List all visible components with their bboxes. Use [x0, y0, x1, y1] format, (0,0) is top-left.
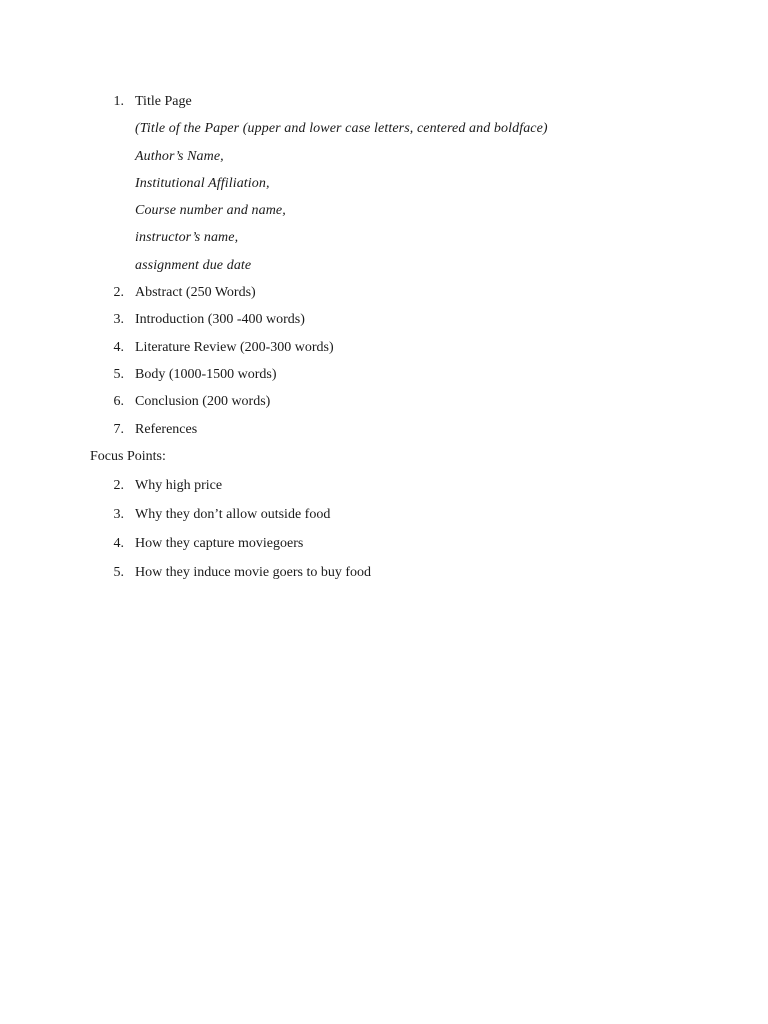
focus-points-heading: [0, 446, 768, 475]
list-label: Title Page: [135, 94, 192, 109]
list-number: 4.: [113, 535, 124, 551]
list-label: Body (1000-1500 words): [135, 366, 277, 382]
detail-text: Course number and name,: [135, 203, 286, 219]
list-number: 5.: [113, 366, 124, 382]
detail-text: assignment due date: [135, 257, 252, 273]
detail-text: (Title of the Paper (upper and lower case letters, centered and boldface): [135, 121, 548, 137]
detail-text: Author’s Name,: [135, 148, 224, 164]
list-label: Conclusion (200 words): [135, 394, 271, 410]
outline-item-title-page: [0, 91, 768, 118]
focus-item: [0, 475, 768, 504]
outline-item-literature-review: [0, 337, 768, 364]
detail-text: Institutional Affiliation,: [135, 175, 270, 191]
list-label: Literature Review (200-300 words): [135, 339, 334, 355]
list-number: 1.: [113, 94, 124, 109]
outline-item-conclusion: [0, 391, 768, 418]
focus-item: [0, 504, 768, 533]
title-page-detail: [0, 173, 768, 200]
focus-item: [0, 533, 768, 562]
list-number: 2.: [113, 477, 124, 493]
outline-item-body: [0, 364, 768, 391]
title-page-detail: [0, 118, 768, 145]
list-label: Why they don’t allow outside food: [135, 506, 331, 522]
title-page-detail: [0, 255, 768, 282]
list-number: 3.: [113, 506, 124, 522]
title-page-detail: [0, 227, 768, 254]
list-label: Introduction (300 -400 words): [135, 312, 305, 328]
list-number: 4.: [113, 339, 124, 355]
paper-outline: [0, 91, 768, 591]
outline-item-references: [0, 419, 768, 446]
focus-points-list: [0, 475, 768, 591]
detail-text: instructor’s name,: [135, 230, 239, 246]
focus-item: [0, 562, 768, 591]
list-label: References: [135, 421, 198, 437]
list-number: 7.: [113, 421, 124, 437]
list-number: 6.: [113, 394, 124, 410]
list-label: Abstract (250 Words): [135, 285, 256, 301]
list-number: 2.: [113, 285, 124, 301]
list-number: 3.: [113, 312, 124, 328]
list-number: 5.: [113, 564, 124, 580]
heading-text: Focus Points:: [90, 448, 166, 464]
list-label: How they induce movie goers to buy food: [135, 564, 372, 580]
outline-item-abstract: [0, 282, 768, 309]
title-page-detail: [0, 146, 768, 173]
list-label: Why high price: [135, 477, 223, 493]
outline-item-introduction: [0, 309, 768, 336]
list-label: How they capture moviegoers: [135, 535, 304, 551]
title-page-detail: [0, 200, 768, 227]
